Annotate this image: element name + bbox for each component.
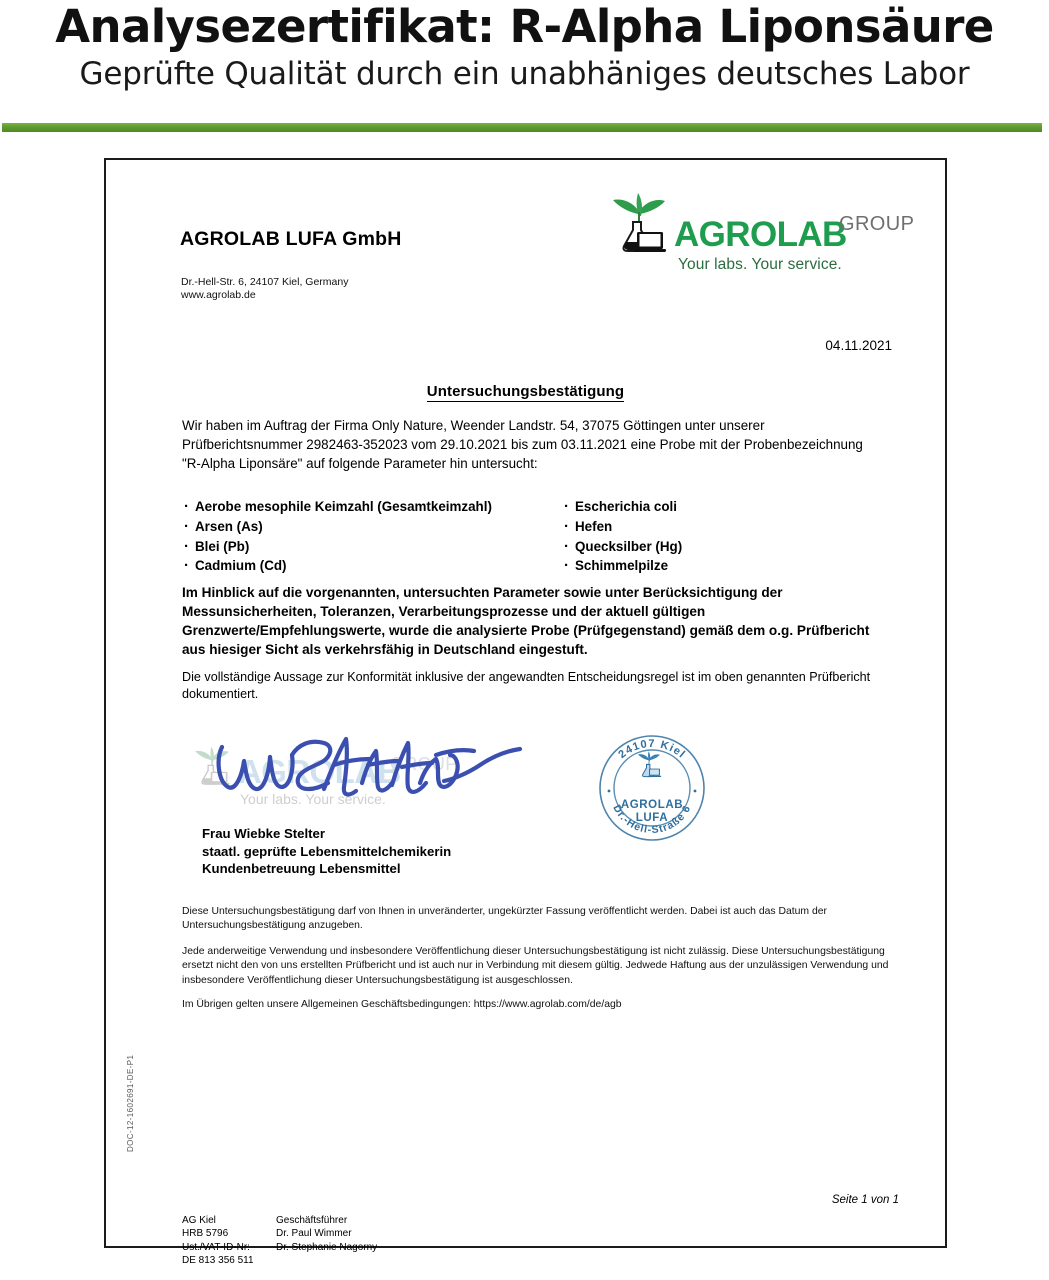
logo-watermark [190,729,458,807]
intro-paragraph: Wir haben im Auftrag der Firma Only Nature, Weender Landstr. 54, 37075 Göttingen unter unserer Prüfberichtsnummer 2982463-352023 vom 29.10.2021 bis zum 03.11.2021 eine Probe mit der Probenbezeichnung "R-Alpha Liponsäre" auf folgende Parameter hin untersucht: [182,418,863,471]
stamp-bottom-text: Dr.-Hell-Straße 6 [610,802,694,837]
logo-group-label: GROUP [839,213,915,235]
legal-paragraph-3: Im Übrigen gelten unsere Allgemeinen Geschäftsbedingungen: https://www.agrolab.com/de/agb [182,999,622,1010]
parameter-column-left [182,497,562,576]
parameter-item: · Aerobe mesophile Keimzahl (Gesamtkeimzahl) [182,497,562,517]
stamp-top-text: 24107 Kiel [616,737,688,762]
stamp-center-line-2: LUFA [635,812,669,824]
logo-wordmark: AGROLAB [674,215,847,254]
footer-company-info [182,1214,516,1268]
parameter-column-right [562,497,782,576]
tested-parameters [182,497,782,576]
parameter-item: · Cadmium (Cd) [182,556,562,576]
page-banner [0,0,1049,94]
footer-vat-label: Ust./VAT-ID-Nr: [182,1241,250,1253]
parameter-item: · Quecksilber (Hg) [562,537,782,557]
agrolab-logo [586,190,915,290]
watermark-tagline: Your labs. Your service. [240,791,386,807]
footer-registration-column [182,1214,276,1268]
document-heading-text: Untersuchungsbestätigung [426,383,625,400]
parameter-item: · Arsen (As) [182,517,562,537]
footer-vat-number: DE 813 356 511 [182,1255,254,1267]
document-date: 04.11.2021 [825,338,892,353]
document-heading [106,383,945,400]
banner-divider [2,123,1042,132]
footer-manager-2: Dr. Stephanie Nagorny [276,1241,378,1253]
footer-manager-1: Dr. Paul Wimmer [276,1228,352,1240]
signer-qualification: staatl. geprüfte Lebensmittelchemikerin [202,843,452,859]
watermark-wordmark: AGROLAB [238,753,401,790]
lab-company-name: AGROLAB LUFA GmbH [180,228,402,250]
conformity-paragraph: Die vollständige Aussage zur Konformität inklusive der angewandten Entscheidungsregel ist im oben genannten Prüfbericht dokumentiert. [182,670,871,701]
official-stamp [592,729,712,847]
flask-plant-watermark-icon [192,743,232,789]
stamp-center-line-1: AGROLAB [620,799,684,811]
footer-management-column [276,1214,516,1268]
signer-name: Frau Wiebke Stelter [202,826,326,841]
document-code [126,1138,135,1152]
parameter-item: · Blei (Pb) [182,537,562,557]
legal-paragraph-2: Jede anderweitige Verwendung und insbesondere Veröffentlichung dieser Untersuchungsbestätigung ist nicht zulässig. Diese Untersuchungsbestätigung ersetzt nicht den von uns erstellten Prüfbericht und ist auch nur in Verbindung mit diesem gültig. Jedwede Haftung aus der unzulässigen Verwendung und insbesondere Veröffentlichung dieser Untersuchungsbestätigung ist ausgeschlossen. [182,946,889,986]
certificate-sheet [104,158,947,1267]
logo-tagline: Your labs. Your service. [678,256,842,273]
flask-plant-icon [608,192,670,254]
lab-address [181,276,348,303]
parameter-item: · Schimmelpilze [562,556,782,576]
watermark-group-label: GROUP [390,754,458,774]
page-title: Analysezertifikat: R-Alpha Liponsäure [55,0,994,53]
lab-address-street: Dr.-Hell-Str. 6, 24107 Kiel, Germany [181,276,349,288]
lab-website: www.agrolab.de [181,289,256,302]
signer-department: Kundenbetreuung Lebensmittel [202,861,401,877]
footer-court: AG Kiel [182,1215,216,1226]
signer-details [202,825,451,878]
page-indicator: Seite 1 von 1 [831,1194,899,1206]
parameter-item: · Escherichia coli [562,497,782,517]
conclusion-paragraph: Im Hinblick auf die vorgenannten, untersuchten Parameter sowie unter Berücksichtigung der Messunsicherheiten, Toleranzen, Verarbeitungsprozesse und der aktuell gültigen Grenzwerte/Empfehlungswerte, wurde die analysierte Probe (Prüfgegenstand) gemäß dem o.g. Prüfbericht aus hiesiger Sicht als verkehrsfähig in Deutschland eingestuft. [182,585,870,658]
footer-hrb: HRB 5796 [182,1228,229,1240]
footer-management-title: Geschäftsführer [276,1215,348,1226]
legal-paragraph-1: Diese Untersuchungsbestätigung darf von Ihnen in unveränderter, ungekürzter Fassung veröffentlicht werden. Dabei ist auch das Datum der Untersuchungsbestätigung anzugeben. [182,906,827,932]
parameter-item: · Hefen [562,517,782,537]
stamp-emblem-icon [638,751,661,777]
page-subtitle: Geprüfte Qualität durch ein unabhäniges deutsches Labor [79,56,970,93]
